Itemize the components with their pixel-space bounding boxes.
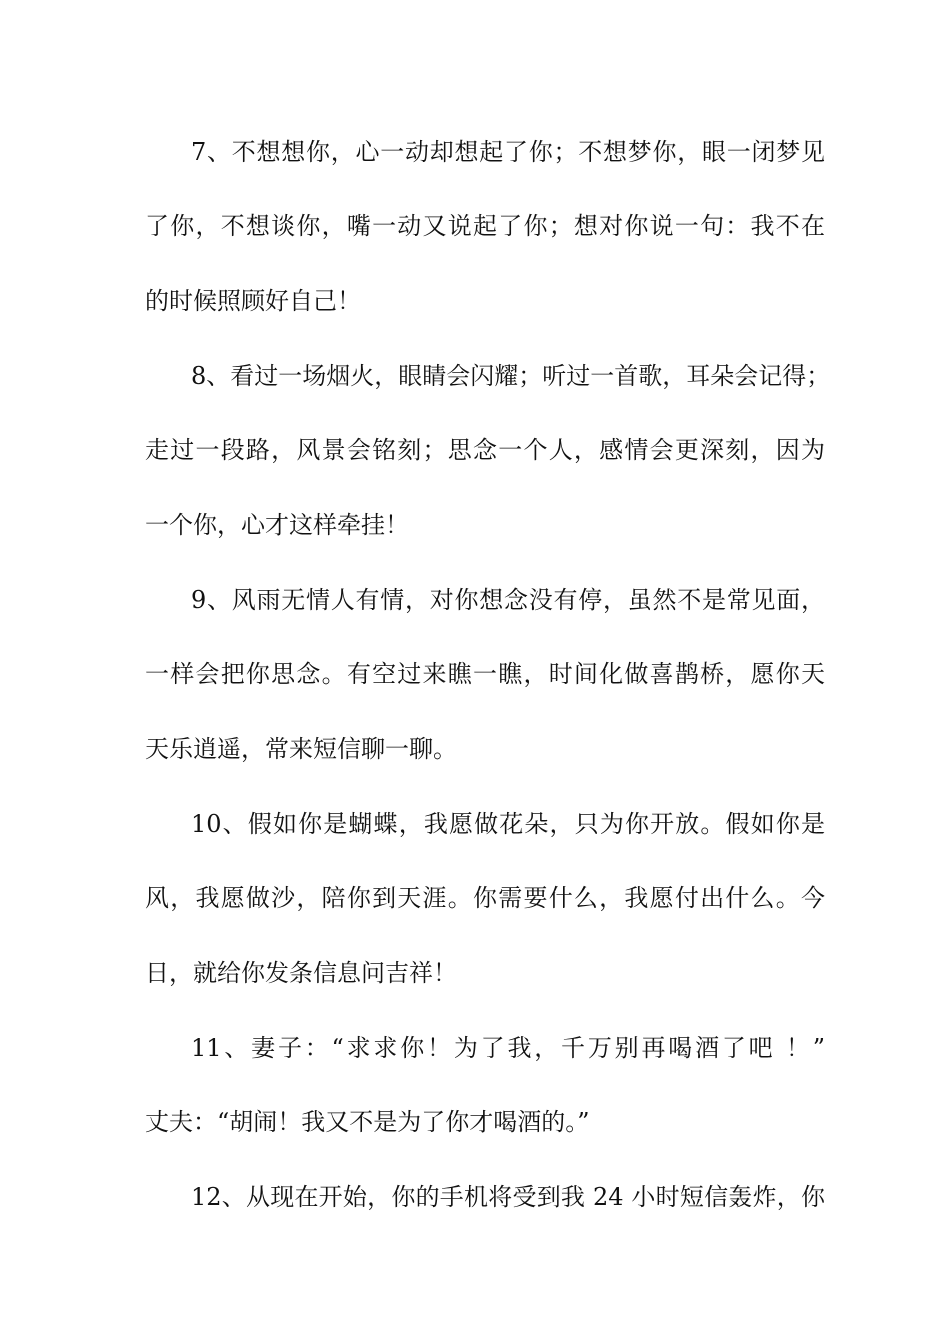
- paragraph-10-line-2: 风，我愿做沙，陪你到天涯。你需要什么，我愿付出什么。今: [145, 884, 825, 912]
- paragraph-10-line-3: 日，就给你发条信息问吉祥！: [145, 959, 457, 987]
- paragraph-7-line-1: 7、不想想你，心一动却想起了你；不想梦你，眼一闭梦见: [191, 138, 825, 166]
- paragraph-7-line-2: 了你，不想谈你，嘴一动又说起了你；想对你说一句：我不在: [145, 212, 825, 240]
- paragraph-8-line-1: 8、看过一场烟火，眼睛会闪耀；听过一首歌，耳朵会记得；: [191, 362, 831, 390]
- paragraph-11-line-2: 丈夫：“胡闹！我又不是为了你才喝酒的。”: [145, 1108, 590, 1136]
- paragraph-8-line-3: 一个你，心才这样牵挂！: [145, 511, 409, 539]
- paragraph-12-line-1: 12、从现在开始，你的手机将受到我 24 小时短信轰炸，你: [191, 1183, 825, 1211]
- paragraph-9-line-2: 一样会把你思念。有空过来瞧一瞧，时间化做喜鹊桥，愿你天: [145, 660, 825, 688]
- paragraph-9-line-3: 天乐逍遥，常来短信聊一聊。: [145, 735, 457, 763]
- paragraph-7-line-3: 的时候照顾好自己！: [145, 287, 361, 315]
- paragraph-8-line-2: 走过一段路，风景会铭刻；思念一个人，感情会更深刻，因为: [145, 436, 825, 464]
- paragraph-11-line-1: 11、妻子：“求求你！为了我，千万别再喝酒了吧 ！”: [191, 1034, 825, 1062]
- paragraph-9-line-1: 9、风雨无情人有情，对你想念没有停，虽然不是常见面，: [191, 586, 825, 614]
- paragraph-10-line-1: 10、假如你是蝴蝶，我愿做花朵，只为你开放。假如你是: [191, 810, 825, 838]
